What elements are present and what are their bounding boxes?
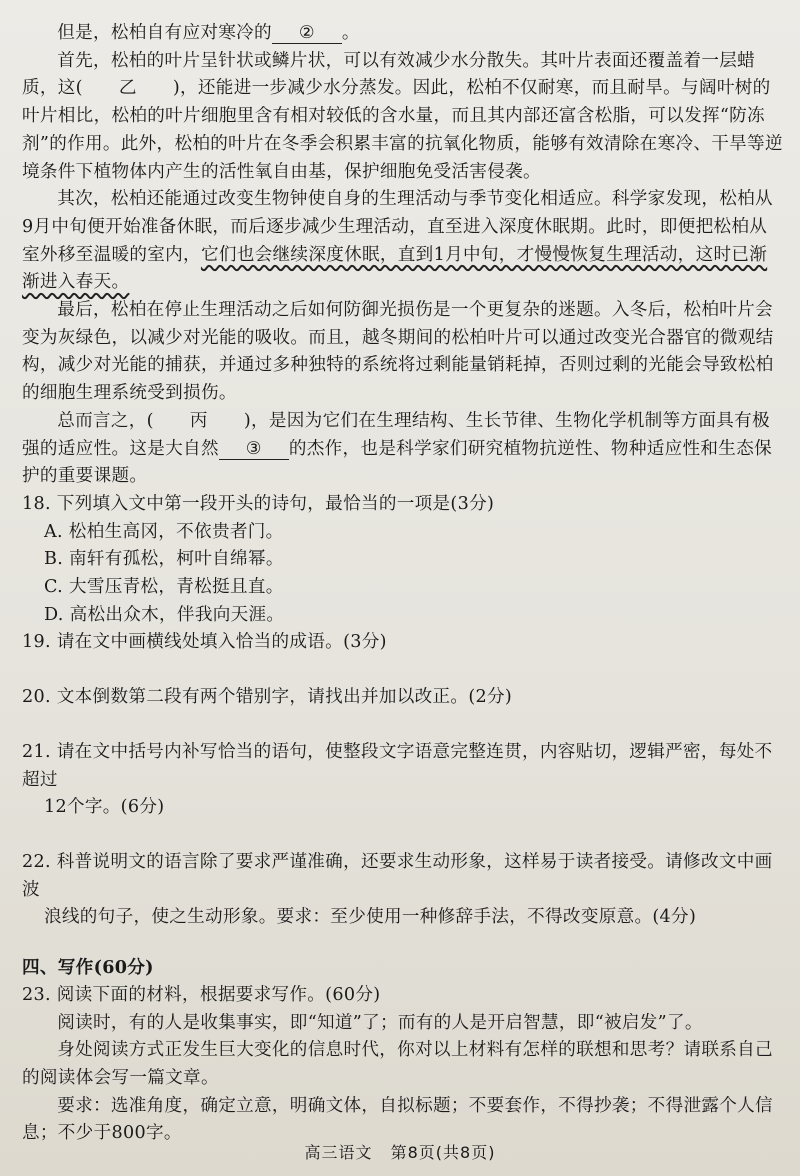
wavy-underlined-sentence: 它们也会继续深度休眠，直到1月中旬，才慢慢恢复生理活动，这时已渐渐进入春天。: [22, 244, 768, 293]
bracket-yi: 乙: [118, 78, 137, 99]
writing-prompt: 身处阅读方式正发生巨大变化的信息时代，你对以上材料有怎样的联想和思考？请联系自己的阅读体会写一篇文章。: [22, 1040, 773, 1088]
bracket-bing: 丙: [189, 410, 208, 431]
passage-paragraph-1: 但是，松柏自有应对寒冷的 ② 。: [57, 23, 360, 43]
question-23: 23. 阅读下面的材料，根据要求写作。(60分): [22, 984, 381, 1005]
answer-space: [22, 712, 784, 739]
answer-space: [22, 657, 784, 684]
blank-2: ②: [272, 24, 342, 44]
q18-option-b: B. 南轩有孤松，柯叶自绵幂。: [44, 549, 284, 570]
q18-option-c: C. 大雪压青松，青松挺且直。: [44, 577, 284, 598]
q18-option-d: D. 高松出众木，伴我向天涯。: [44, 604, 285, 625]
question-18: 18. 下列填入文中第一段开头的诗句，最恰当的一项是(3分): [22, 493, 495, 514]
blank-3: ③: [219, 440, 289, 460]
writing-material: 阅读时，有的人是收集事实，即“知道”了；而有的人是开启智慧，即“被启发”了。: [57, 1012, 703, 1033]
question-20: 20. 文本倒数第二段有两个错别字，请找出并加以改正。(2分): [22, 687, 513, 708]
question-21-line-2: 12个字。(6分): [44, 797, 165, 818]
passage-paragraph-4: 最后，松柏在停止生理活动之后如何防御光损伤是一个更复杂的迷题。入冬后，松柏叶片会变为灰绿色，以减少对光能的吸收。而且，越冬期间的松柏叶片可以通过改变光合器官的微观结构，减少对光能的捕获，并通过多种独特的系统将过剩能量销耗掉，否则过剩的光能会导致松柏的细胞生理系统受到损伤。: [22, 300, 774, 404]
section-title-writing: 四、写作(60分): [22, 957, 154, 979]
answer-space: [22, 822, 784, 849]
passage-paragraph-2: 首先，松柏的叶片呈针状或鳞片状，可以有效减少水分散失。其叶片表面还覆盖着一层蜡质，这( 乙 )，还能进一步减少水分蒸发。因此，松柏不仅耐寒，而且耐旱。与阔叶树的叶片相比，松柏的叶片细胞里含有相对较低的含水量，而且其内部还富含松脂，可以发挥“防冻剂”的作用。此外，松柏的叶片在冬季会积累丰富的抗氧化物质，能够有效清除在寒冷、干旱等逆境条件下植物体内产生的活性氧自由基，保护细胞免受活害侵袭。: [22, 50, 783, 182]
q18-option-a: A. 松柏生高冈，不依贵者门。: [44, 521, 284, 542]
writing-requirements: 要求：选准角度，确定立意，明确文体，自拟标题；不要套作，不得抄袭；不得泄露个人信息；不少于800字。: [22, 1095, 773, 1144]
passage-paragraph-3: 其次，松柏还能通过改变生物钟使自身的生理活动与季节变化相适应。科学家发现，松柏从9月中旬便开始准备休眠，而后逐步减少生理活动，直至进入深度休眠期。此时，即便把松柏从室外移至温暖的室内，它们也会继续深度休眠，直到1月中旬，才慢慢恢复生理活动，这时已渐渐进入春天。: [22, 189, 773, 293]
question-21-line-1: 21. 请在文中括号内补写恰当的语句，使整段文字语意完整连贯，内容贴切，逻辑严密，每处不超过: [22, 741, 773, 790]
question-22-line-2: 浪线的句子，使之生动形象。要求：至少使用一种修辞手法，不得改变原意。(4分): [44, 907, 697, 928]
passage-paragraph-5: 总而言之，( 丙 )，是因为它们在生理结构、生长节律、生物化学机制等方面具有极强的适应性。这是大自然 ③ 的杰作，也是科学家们研究植物抗逆性、物种适应性和生态保护的重要课题。: [22, 408, 784, 491]
exam-content: [22, 20, 784, 1148]
question-19: 19. 请在文中画横线处填入恰当的成语。(3分): [22, 632, 387, 653]
page-footer: [0, 1140, 800, 1163]
footer-page-number: 第8页(共8页): [390, 1143, 496, 1162]
question-22-line-1: 22. 科普说明文的语言除了要求严谨准确，还要求生动形象，这样易于读者接受。请修改文中画波: [22, 851, 773, 900]
footer-subject: 高三语文: [304, 1143, 373, 1162]
answer-space: [22, 932, 784, 954]
